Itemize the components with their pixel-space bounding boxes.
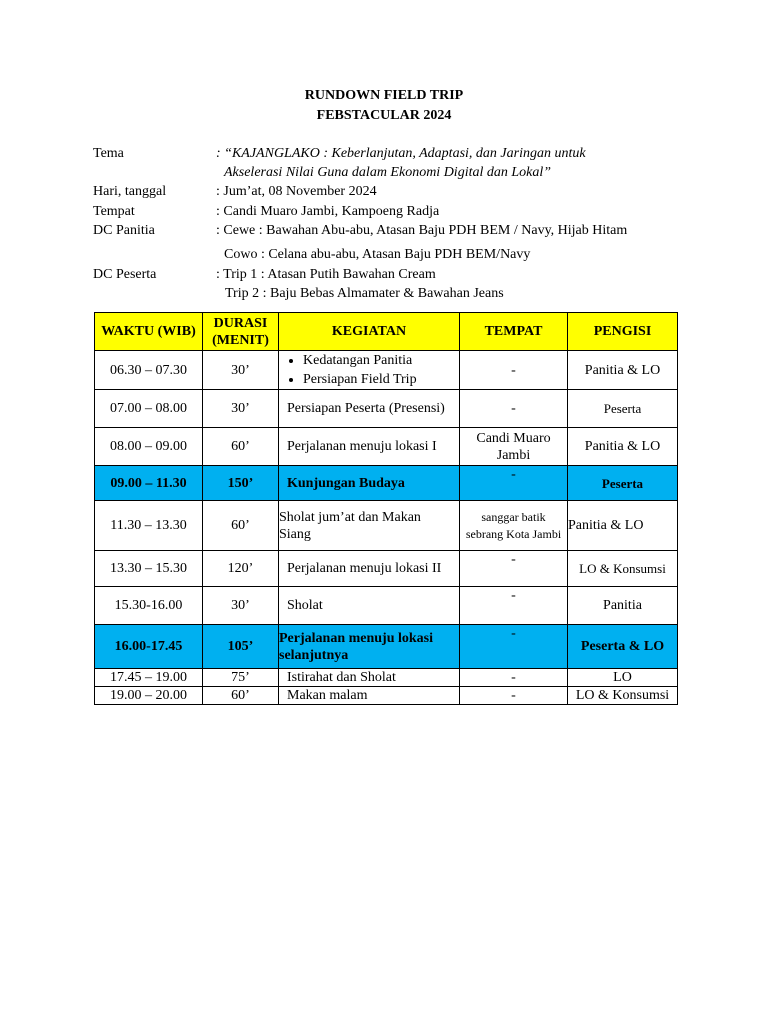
cell-pengisi: Peserta & LO	[568, 625, 678, 669]
table-row	[95, 687, 678, 705]
dc-peserta-line2: Trip 2 : Baju Bebas Almamater & Bawahan Jeans	[225, 286, 504, 301]
cell-tempat: -	[460, 669, 568, 687]
table-row	[95, 551, 678, 587]
table-row	[95, 390, 678, 428]
table-row	[95, 587, 678, 625]
cell-durasi: 60’	[203, 501, 279, 551]
header-kegiatan: KEGIATAN	[279, 313, 460, 351]
cell-durasi: 75’	[203, 669, 279, 687]
cell-tempat: -	[460, 351, 568, 390]
cell-pengisi: Panitia & LO	[568, 501, 678, 551]
table-header-row	[95, 313, 678, 351]
table-row-highlighted	[95, 466, 678, 501]
cell-kegiatan: Perjalanan menuju lokasi selanjutnya	[279, 625, 460, 669]
cell-durasi: 60’	[203, 687, 279, 705]
cell-pengisi: LO & Konsumsi	[568, 551, 678, 587]
cell-pengisi: Peserta	[568, 466, 678, 501]
cell-waktu: 06.30 – 07.30	[95, 351, 203, 390]
tempat-value: : Candi Muaro Jambi, Kampoeng Radja	[216, 204, 440, 219]
cell-tempat: -	[460, 687, 568, 705]
cell-kegiatan	[279, 351, 460, 390]
cell-durasi: 30’	[203, 587, 279, 625]
cell-pengisi: Panitia & LO	[568, 351, 678, 390]
cell-durasi: 30’	[203, 351, 279, 390]
cell-durasi: 150’	[203, 466, 279, 501]
cell-kegiatan: Perjalanan menuju lokasi II	[279, 551, 460, 587]
cell-tempat: -	[460, 587, 568, 625]
table-row-highlighted	[95, 625, 678, 669]
rundown-table	[94, 312, 678, 705]
cell-tempat: -	[460, 390, 568, 428]
cell-waktu: 07.00 – 08.00	[95, 390, 203, 428]
cell-pengisi: LO	[568, 669, 678, 687]
dc-panitia-line2: Cowo : Celana abu-abu, Atasan Baju PDH BEM/Navy	[224, 247, 531, 262]
cell-durasi: 60’	[203, 428, 279, 466]
cell-tempat: sanggar batik sebrang Kota Jambi	[460, 501, 568, 551]
cell-tempat: -	[460, 551, 568, 587]
table-row	[95, 669, 678, 687]
table-row	[95, 351, 678, 390]
cell-pengisi: Peserta	[568, 390, 678, 428]
header-waktu: WAKTU (WIB)	[95, 313, 203, 351]
tema-label: Tema	[93, 146, 124, 161]
cell-kegiatan: Istirahat dan Sholat	[279, 669, 460, 687]
header-tempat: TEMPAT	[460, 313, 568, 351]
cell-pengisi: LO & Konsumsi	[568, 687, 678, 705]
cell-kegiatan: Perjalanan menuju lokasi I	[279, 428, 460, 466]
dc-panitia-label: DC Panitia	[93, 223, 155, 238]
cell-kegiatan: Kunjungan Budaya	[279, 466, 460, 501]
hari-label: Hari, tanggal	[93, 184, 167, 199]
list-item: • Kedatangan Panitia	[303, 351, 455, 370]
dc-peserta-line1: : Trip 1 : Atasan Putih Bawahan Cream	[216, 267, 436, 282]
cell-kegiatan: Sholat jum’at dan Makan Siang	[279, 501, 460, 551]
document-subtitle: FEBSTACULAR 2024	[316, 108, 452, 123]
tempat-label: Tempat	[93, 204, 135, 219]
table-row	[95, 501, 678, 551]
cell-durasi: 30’	[203, 390, 279, 428]
header-pengisi: PENGISI	[568, 313, 678, 351]
cell-kegiatan: Persiapan Peserta (Presensi)	[279, 390, 460, 428]
cell-pengisi: Panitia	[568, 587, 678, 625]
cell-durasi: 120’	[203, 551, 279, 587]
list-item: • Persiapan Field Trip	[303, 370, 455, 389]
document-title: RUNDOWN FIELD TRIP	[304, 88, 464, 103]
cell-waktu: 09.00 – 11.30	[95, 466, 203, 501]
cell-waktu: 19.00 – 20.00	[95, 687, 203, 705]
dc-panitia-line1: : Cewe : Bawahan Abu-abu, Atasan Baju PDH BEM / Navy, Hijab Hitam	[216, 223, 628, 238]
kegiatan-bullet-list	[283, 351, 455, 389]
hari-value: : Jum’at, 08 November 2024	[216, 184, 377, 199]
cell-kegiatan: Sholat	[279, 587, 460, 625]
cell-durasi: 105’	[203, 625, 279, 669]
tema-value-line1: : “KAJANGLAKO : Keberlanjutan, Adaptasi, dan Jaringan untuk	[216, 146, 586, 161]
cell-waktu: 16.00-17.45	[95, 625, 203, 669]
cell-pengisi: Panitia & LO	[568, 428, 678, 466]
cell-waktu: 08.00 – 09.00	[95, 428, 203, 466]
cell-waktu: 13.30 – 15.30	[95, 551, 203, 587]
cell-tempat: -	[460, 466, 568, 501]
header-durasi: DURASI (MENIT)	[203, 313, 279, 351]
cell-tempat: -	[460, 625, 568, 669]
table-row	[95, 428, 678, 466]
cell-waktu: 17.45 – 19.00	[95, 669, 203, 687]
dc-peserta-label: DC Peserta	[93, 267, 157, 282]
tema-value-line2: Akselerasi Nilai Guna dalam Ekonomi Digital dan Lokal”	[224, 165, 552, 180]
cell-waktu: 11.30 – 13.30	[95, 501, 203, 551]
cell-waktu: 15.30-16.00	[95, 587, 203, 625]
cell-kegiatan: Makan malam	[279, 687, 460, 705]
cell-tempat: Candi Muaro Jambi	[460, 428, 568, 466]
